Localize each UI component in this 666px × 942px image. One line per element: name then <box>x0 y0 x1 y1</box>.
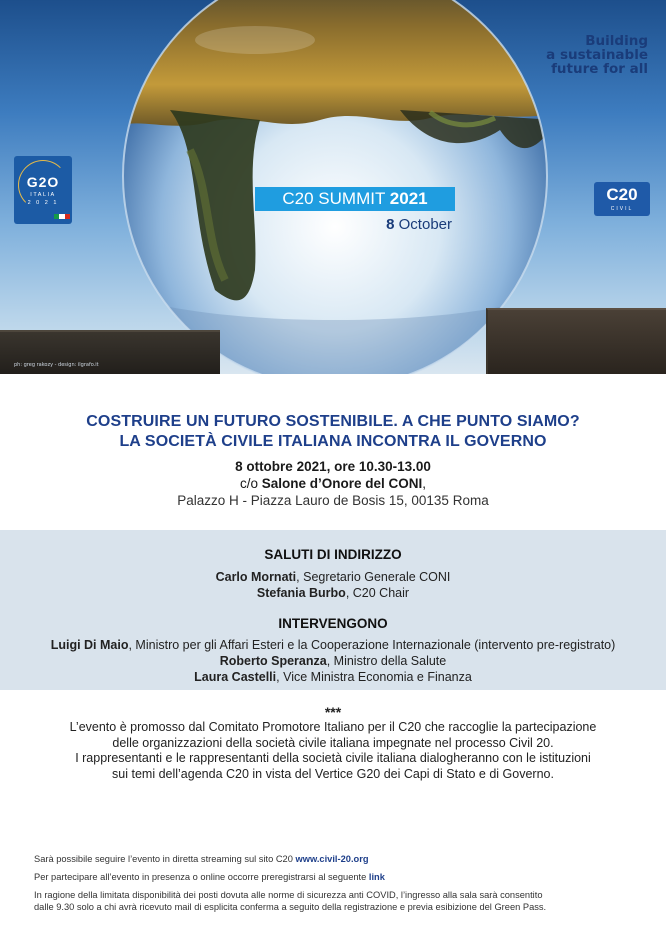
speaker-role: , Ministro della Salute <box>326 654 447 668</box>
streaming-text: Sarà possibile seguire l’evento in diretta streaming sul sito C20 <box>34 854 296 864</box>
venue-prefix: c/o <box>239 476 258 491</box>
g20-logo-sub: ITALIA <box>30 192 56 198</box>
speaker-name: Carlo Mornati <box>215 570 297 584</box>
italy-flag-icon <box>54 214 70 219</box>
event-description <box>40 720 626 782</box>
speaker-name: Stefania Burbo <box>256 586 346 600</box>
summit-label: C20 SUMMIT <box>282 189 386 208</box>
g20-logo-text: G2O <box>26 174 60 190</box>
venue-suffix: , <box>422 476 427 491</box>
c20-logo <box>594 182 650 216</box>
summit-date <box>318 216 452 233</box>
speaker-name: Luigi Di Maio <box>50 638 129 652</box>
registration-link[interactable]: link <box>368 872 385 882</box>
speaker-line <box>0 669 666 685</box>
streaming-note <box>34 853 634 865</box>
photo-credit: ph: greg rakozy - design: ilgrafo.it <box>14 362 99 368</box>
interventions-heading: INTERVENGONO <box>278 616 388 631</box>
speaker-line <box>0 637 666 653</box>
greetings-heading: SALUTI DI INDIRIZZO <box>264 547 402 562</box>
event-title-line-1: COSTRUIRE UN FUTURO SOSTENIBILE. A CHE PUNTO SIAMO? <box>86 413 580 430</box>
speaker-line <box>0 585 666 601</box>
description-line: delle organizzazioni della società civile italiana impegnate nel processo Civil 20. <box>112 735 554 750</box>
event-venue <box>0 475 666 492</box>
description-line: L’evento è promosso dal Comitato Promotore Italiano per il C20 che raccoglie la partecipazione <box>69 720 597 734</box>
description-line: sui temi dell’agenda C20 in vista del Vertice G20 dei Capi di Stato e di Governo. <box>112 766 554 781</box>
speaker-name: Laura Castelli <box>194 670 277 684</box>
civil20-site-link[interactable]: www.civil-20.org <box>295 854 369 864</box>
covid-note-line-2: dalle 9.30 solo a chi avrà ricevuto mail di esplicita conferma a seguito della registrazione e previa esibizione del Green Pass. <box>34 902 547 912</box>
c20-logo-sub: CIVIL <box>610 206 634 212</box>
stone-ledge-right <box>486 308 666 374</box>
event-address: Palazzo H - Piazza Lauro de Bosis 15, 00135 Roma <box>177 493 489 508</box>
covid-note-line-1: In ragione della limitata disponibilità dei posti dovuta alle norme di sicurezza anti COVID, l’ingresso alla sala sarà consentito <box>34 890 543 900</box>
tagline-line: Building <box>585 33 648 49</box>
separator-stars: *** <box>324 704 342 720</box>
speaker-role: , C20 Chair <box>345 586 410 600</box>
speakers-band <box>0 530 666 690</box>
registration-note <box>34 871 634 883</box>
event-title-line-2: LA SOCIETÀ CIVILE ITALIANA INCONTRA IL GOVERNO <box>119 433 547 450</box>
speaker-role: , Ministro per gli Affari Esteri e la Cooperazione Internazionale (intervento pre-registrato) <box>128 638 616 652</box>
summit-year: 2021 <box>389 189 428 208</box>
tagline-line: future for all <box>551 61 648 77</box>
summit-title <box>255 187 455 211</box>
footer-notes <box>34 853 634 919</box>
g20-logo-year: 2 0 2 1 <box>27 200 59 206</box>
speaker-line <box>0 569 666 585</box>
event-title-block <box>0 412 666 509</box>
hero-banner <box>0 0 666 374</box>
g20-logo <box>14 156 72 224</box>
c20-logo-text: C20 <box>606 185 638 204</box>
tagline-line: a sustainable <box>546 47 648 63</box>
speaker-role: , Segretario Generale CONI <box>296 570 451 584</box>
registration-text: Per partecipare all’evento in presenza o online occorre preregistrarsi al seguente <box>34 872 369 882</box>
tagline <box>546 34 648 76</box>
speaker-name: Roberto Speranza <box>219 654 327 668</box>
venue-name: Salone d’Onore del CONI <box>261 476 423 491</box>
summit-date-day: 8 <box>386 216 395 233</box>
covid-note <box>34 889 634 913</box>
summit-date-month: October <box>398 216 452 233</box>
speaker-role: , Vice Ministra Economia e Finanza <box>276 670 472 684</box>
speaker-line <box>0 653 666 669</box>
event-datetime: 8 ottobre 2021, ore 10.30-13.00 <box>235 459 431 474</box>
description-line: I rappresentanti e le rappresentanti della società civile italiana dialogheranno con le istituzioni <box>75 751 591 765</box>
